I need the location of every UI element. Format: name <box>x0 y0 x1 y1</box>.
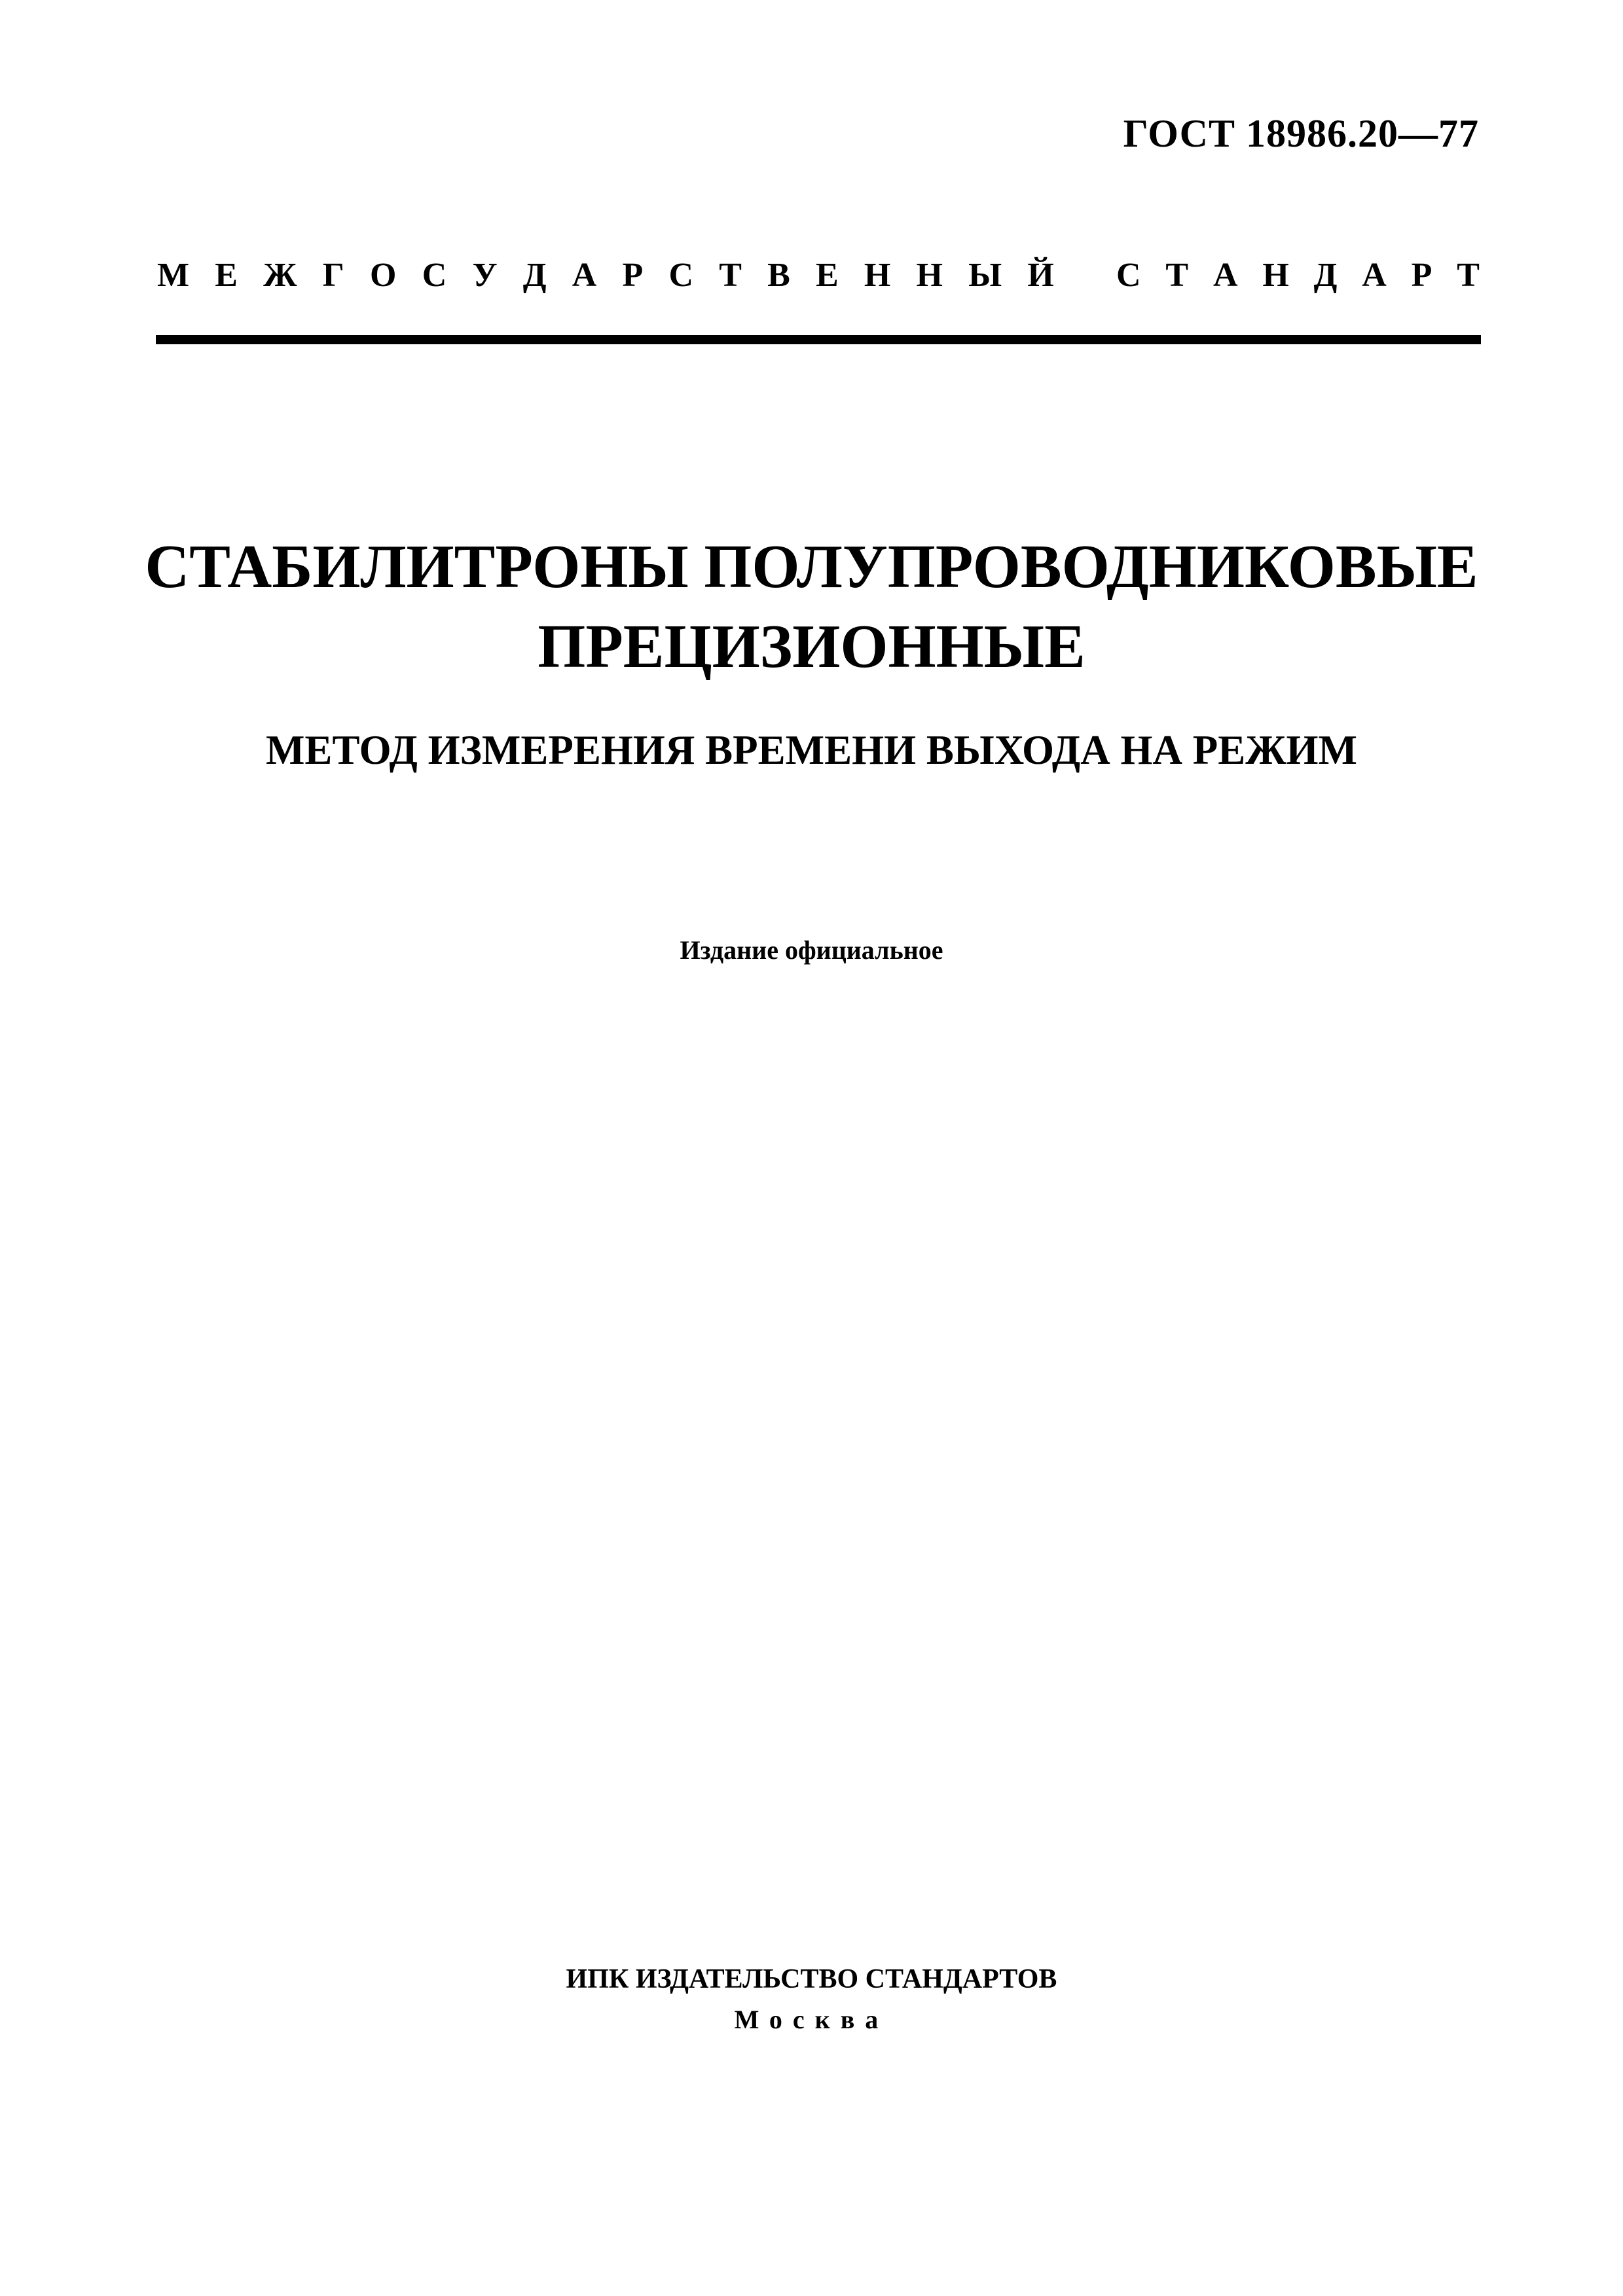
heading-letter: Д <box>522 256 547 294</box>
heading-letter: Е <box>815 256 839 294</box>
edition-note: Издание официальное <box>680 935 943 965</box>
heading-letter: Р <box>1411 256 1432 294</box>
heading-letter: Т <box>719 256 742 294</box>
heading-letter: Т <box>1165 256 1189 294</box>
heading-divider <box>156 335 1481 344</box>
heading-letter: Е <box>215 256 238 294</box>
heading-letter: А <box>572 256 597 294</box>
document-title <box>0 527 1623 687</box>
heading-letter: Р <box>622 256 644 294</box>
heading-letter: М <box>157 256 190 294</box>
heading-letter: С <box>1116 256 1141 294</box>
heading-letter: Ж <box>263 256 297 294</box>
heading-letter: С <box>422 256 447 294</box>
publisher-name: ИПК ИЗДАТЕЛЬСТВО СТАНДАРТОВ <box>566 1964 1057 1994</box>
standard-type-heading <box>157 252 1480 298</box>
heading-letter: С <box>668 256 694 294</box>
heading-letter: А <box>1213 256 1238 294</box>
heading-letter: Ы <box>968 256 1002 294</box>
heading-letter: Н <box>864 256 891 294</box>
standard-type-word-1 <box>157 256 1054 295</box>
document-title-line-1: СТАБИЛИТРОНЫ ПОЛУПРОВОДНИКОВЫЕ <box>145 533 1478 601</box>
standard-type-word-2 <box>1116 256 1480 295</box>
heading-letter: Н <box>1262 256 1289 294</box>
heading-letter: Д <box>1313 256 1338 294</box>
heading-letter: О <box>370 256 397 294</box>
heading-letter: У <box>472 256 498 294</box>
heading-letter: Й <box>1027 256 1054 294</box>
document-title-line-2: ПРЕЦИЗИОННЫЕ <box>538 613 1085 681</box>
heading-letter: А <box>1362 256 1387 294</box>
document-subtitle: МЕТОД ИЗМЕРЕНИЯ ВРЕМЕНИ ВЫХОДА НА РЕЖИМ <box>265 727 1358 773</box>
heading-letter: Т <box>1457 256 1480 294</box>
document-number: ГОСТ 18986.20—77 <box>1123 112 1479 155</box>
heading-letter: Г <box>322 256 344 294</box>
heading-letter: В <box>767 256 790 294</box>
publisher-city: Москва <box>734 2005 889 2034</box>
heading-letter: Н <box>916 256 943 294</box>
